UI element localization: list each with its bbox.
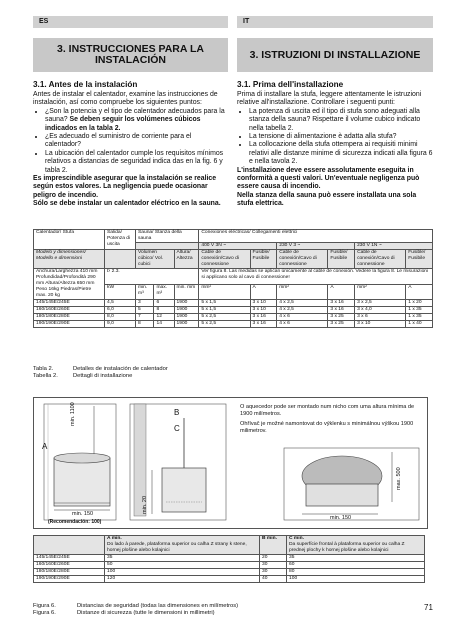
dist-row	[34, 576, 425, 583]
spec-col-model	[34, 230, 105, 250]
spec-400v	[199, 243, 277, 250]
caption-num: Tabella 2.	[33, 373, 58, 379]
spec-value-cell: 6	[154, 300, 174, 307]
spec-col-output	[105, 230, 136, 250]
spec-cable-400-label: Cable de conexión/Cavo di connessione	[201, 250, 239, 267]
distance-table	[33, 535, 425, 583]
spec-unit: min. m³	[136, 284, 154, 300]
spec-value-cell: 3 x 10	[355, 321, 406, 328]
dist-model-cell: 190/190E/290E	[34, 576, 105, 583]
es-language-tag	[33, 16, 228, 28]
spec-unit: kW	[105, 284, 136, 300]
diagram-label-a: A	[42, 442, 48, 451]
spec-value-cell: 12	[154, 314, 174, 321]
spec-model-cell: 190/190E/290E	[34, 321, 105, 328]
it-warning: L'installazione deve essere assolutamente eseguita in conformità a questi valori. Un'eventuale negligenza può essere causa di incendio.	[237, 166, 420, 191]
spec-model-cell: 180/180E/280E	[34, 314, 105, 321]
dist-model-cell: 145/145E/245E	[34, 555, 105, 562]
caption-text: Detalles de instalación de calentador	[73, 366, 168, 372]
es-title-line-1: 3. INSTRUCCIONES PARA LA	[56, 43, 204, 55]
es-warning-2: Sólo se debe instalar un calentador eléctrico en la sauna.	[33, 200, 221, 208]
spec-value-cell: 5 x 2,5	[199, 314, 250, 321]
dist-value-cell: 120	[105, 576, 260, 583]
spec-value-cell: 3 x 16	[250, 314, 277, 321]
spec-col-connections	[199, 230, 433, 243]
es-subheading: 3.1. Antes de la instalación	[33, 80, 138, 89]
spec-cable-230a-label: Cable de conexión/Cavo di connessione	[279, 250, 317, 267]
figure-6-caption-it	[33, 610, 215, 617]
spec-value-cell: 3 x 16	[328, 307, 355, 314]
spec-vol-label: Volumen cúbico/ Vol. cubici	[138, 250, 164, 267]
spec-col-connections-label: Conexiones eléctricas/ Collegamenti elettrici	[201, 230, 298, 235]
spec-note-cell	[199, 269, 433, 285]
spec-unit: A	[406, 284, 433, 300]
spec-fuse-230b	[406, 250, 433, 269]
spec-col-sauna-label: Sauna/ Stanza della sauna	[138, 230, 182, 241]
spec-unit: mm²	[199, 284, 250, 300]
spec-value-cell: 5 x 1,5	[199, 300, 250, 307]
spec-value-cell: 5	[136, 307, 154, 314]
spec-model-cell: 160/160E/260E	[34, 307, 105, 314]
spec-row	[34, 321, 433, 328]
spec-cable-230b-label: Cable de conexión/Cavo di connessione	[357, 250, 395, 267]
caption-num: Figura 6.	[33, 603, 56, 609]
spec-subheader-row	[34, 250, 433, 269]
dist-value-cell: 35	[105, 555, 260, 562]
spec-fuse-230a	[328, 250, 355, 269]
spec-note-text: Ver figura 8. Las medidas se aplican únicamente al cable de conexión. Vedere la figura 8. Le misurazioni si applicano solo al cavo di connessione!	[201, 269, 429, 280]
spec-value-cell: 3 x 25	[328, 321, 355, 328]
table-2-caption-it	[33, 373, 132, 380]
it-check-3: • La collocazione della stufa ottempera ai requisiti minimi relativi alle distanze minime di sicurezza indicati alla figura 6 e nella tavola 2.	[249, 141, 433, 166]
spec-value-cell: 3	[136, 300, 154, 307]
it-warning-2: Nella stanza della sauna può essere installata una sola stufa elettrica.	[237, 191, 417, 208]
spec-value-cell: 1900	[174, 300, 199, 307]
dist-model-cell: 180/180E/280E	[34, 569, 105, 576]
dist-value-cell: 30	[260, 562, 287, 569]
it-check-2: • La tensione di alimentazione è adatta alla stufa?	[249, 133, 433, 141]
caption-text: Distanze di sicurezza (tutte le dimensioni in millimetri)	[77, 610, 215, 616]
heater-right-body	[306, 484, 378, 506]
spec-value-cell: 3 x 25	[328, 314, 355, 321]
dist-model-cell: 160/160E/260E	[34, 562, 105, 569]
dist-a-head	[105, 536, 260, 555]
spec-value-cell: 3 x 4,0	[355, 307, 406, 314]
dist-value-cell: 100	[105, 569, 260, 576]
spec-value-cell: 1 x 35	[406, 314, 433, 321]
dist-b-head	[260, 536, 287, 555]
spec-unit: A	[250, 284, 277, 300]
es-intro: Antes de instalar el calentador, examine las instrucciones de instalación, así como compruebe los siguientes puntos:	[33, 91, 218, 107]
spec-value-cell: 1900	[174, 321, 199, 328]
spec-value-cell: 3 x 10	[250, 300, 277, 307]
spec-value-cell: 1 x 35	[406, 307, 433, 314]
it-column	[237, 80, 433, 209]
dist-row	[34, 562, 425, 569]
spec-unit: max. m³	[154, 284, 174, 300]
spec-unit: min. mm	[174, 284, 199, 300]
caption-num: Figura 6.	[33, 610, 56, 616]
spec-value-cell: 8,0	[105, 314, 136, 321]
spec-dims-row	[34, 269, 433, 285]
diagram-min150b: min. 150	[330, 515, 352, 521]
dist-value-cell: 20	[260, 555, 287, 562]
heater-middle-body	[162, 468, 206, 512]
safety-distance-diagram	[33, 397, 428, 529]
spec-ref-text: Þ 2.3.	[107, 269, 120, 274]
it-section-title	[237, 38, 433, 72]
spec-value-cell: 4,5	[105, 300, 136, 307]
spec-value-cell: 3 x 10	[250, 307, 277, 314]
dist-value-cell: 100	[287, 576, 425, 583]
es-check-1-text: ¿Son la potencia y el tipo de calentador adecuados para la sauna?	[45, 107, 225, 124]
diagram-label-b: B	[174, 408, 180, 417]
diagram-note-2: Ohřívač je možné namontovat do výklenku s minimálnou výškou 1900 milimetrov.	[240, 421, 414, 434]
spec-value-cell: 3 x 2,5	[355, 300, 406, 307]
spec-col-sauna	[136, 230, 199, 243]
spec-fuse-400	[250, 250, 277, 269]
dist-value-cell: 50	[105, 562, 260, 569]
spec-models-cell	[34, 250, 105, 269]
spec-value-cell: 14	[154, 321, 174, 328]
spec-400v-label: 400 V 3N ~	[201, 243, 226, 248]
diagram-recommendation: (Recomendación: 100)	[48, 519, 102, 525]
diagram-min150: min. 150	[72, 511, 94, 517]
spec-value-cell: 3 x 16	[328, 300, 355, 307]
installation-spec-table	[33, 229, 433, 328]
spec-row	[34, 314, 433, 321]
spec-model-cell: 145/145E/245E	[34, 300, 105, 307]
it-check-1: • La potenza di uscita ed il tipo di stufa sono adeguati alla stanza della sauna? Rispettare il volume cubico indicato nella tabella 2.	[249, 108, 433, 133]
spec-230v-1	[355, 243, 433, 250]
spec-fuse-230b-label: Fusible/ Fusibile	[408, 250, 426, 261]
spec-value-cell: 4 x 6	[277, 314, 328, 321]
spec-value-cell: 4 x 6	[277, 321, 328, 328]
spec-value-cell: 5 x 1,5	[199, 307, 250, 314]
dist-value-cell: 35	[287, 555, 425, 562]
it-subheading: 3.1. Prima dell'installazione	[237, 80, 344, 89]
diagram-min20: min. 20	[142, 495, 148, 514]
dist-value-cell: 60	[287, 562, 425, 569]
diagram-min1100: min. 1100	[70, 402, 76, 426]
spec-dims-cell	[34, 269, 105, 300]
spec-blank	[136, 243, 199, 250]
spec-unit: mm²	[277, 284, 328, 300]
dist-b-title: B min.	[262, 536, 277, 541]
es-check-3: • La ubicación del calentador cumple los requisitos mínimos relativos a distancias de seguridad indica das en la fig. 6 y tabla 2.	[45, 150, 228, 175]
spec-230v-1-label: 230 V 1N ~	[357, 243, 382, 248]
dist-c-title: C min.	[289, 536, 304, 541]
it-title: 3. ISTRUZIONI DI INSTALLAZIONE	[249, 48, 421, 61]
it-language-tag	[237, 16, 433, 28]
es-check-2: • ¿Es adecuado el suministro de corriente para el calentador?	[45, 133, 228, 150]
spec-value-cell: 1 x 40	[406, 321, 433, 328]
spec-row	[34, 300, 433, 307]
dist-body	[34, 555, 425, 583]
heater-left-top	[54, 453, 110, 463]
diagram-note-1: O aquecedor pode ser montado num nicho com uma altura mínima de 1900 milímetros.	[240, 404, 415, 417]
spec-value-cell: 5 x 2,5	[199, 321, 250, 328]
spec-value-cell: 3 x 6	[355, 314, 406, 321]
spec-value-cell: 8	[136, 321, 154, 328]
figure-6-caption-es	[33, 603, 238, 610]
spec-height-cell	[174, 250, 199, 269]
dist-value-cell: 80	[287, 569, 425, 576]
dist-a-title: A min.	[107, 536, 122, 541]
spec-height-label: Altura/ Altezza	[176, 250, 193, 261]
spec-unit: mm²	[355, 284, 406, 300]
es-title-line-2: INSTALACIÓN	[95, 54, 166, 66]
spec-cable-230b	[355, 250, 406, 269]
es-checklist	[33, 108, 228, 175]
es-check-1	[45, 108, 228, 133]
spec-cable-230a	[277, 250, 328, 269]
spec-fuse-400-label: Fusible/ Fusibile	[252, 250, 270, 261]
diagram-note	[240, 404, 420, 435]
spec-value-cell: 4 x 2,5	[277, 307, 328, 314]
dist-value-cell: 40	[260, 576, 287, 583]
spec-body	[34, 300, 433, 328]
caption-text: Distancias de seguridad (todas las dimensiones en milímetros)	[77, 603, 239, 609]
spec-230v-3	[277, 243, 355, 250]
diagram-label-c: C	[174, 424, 180, 433]
spec-value-cell: 6,0	[105, 307, 136, 314]
it-intro: Prima di installare la stufa, leggere attentamente le istruzioni relative all'installazione. Controllare i seguenti punti:	[237, 91, 422, 107]
heater-left-body	[54, 458, 110, 506]
spec-dims-text: Anchura/Larghezza 410 mm Profundidad/Profondità 290 mm Altura/Altezza 650 mm Peso 16kg Piedras/Pietre max. 20 kg	[36, 269, 98, 298]
it-checklist	[237, 108, 433, 167]
dist-header-row	[34, 536, 425, 555]
spec-col-output-label: Salida/ Potenza di uscita	[107, 230, 131, 247]
spec-value-cell: 3 x 16	[250, 321, 277, 328]
es-warning: Es imprescindible asegurar que la instalación se realice según estos valores. La negligencia puede ocasionar peligro de incendio.	[33, 175, 217, 199]
dist-row	[34, 555, 425, 562]
caption-num: Tabla 2.	[33, 366, 54, 372]
spec-header-row	[34, 230, 433, 243]
spec-value-cell: 1900	[174, 314, 199, 321]
spec-value-cell: 1900	[174, 307, 199, 314]
page-number: 71	[424, 603, 433, 612]
dist-value-cell: 30	[260, 569, 287, 576]
spec-value-cell: 1 x 20	[406, 300, 433, 307]
spec-fuse-230a-label: Fusible/ Fusibile	[330, 250, 348, 261]
spec-cable-400	[199, 250, 250, 269]
dist-c-head	[287, 536, 425, 555]
spec-230v-3-label: 230 V 3 ~	[279, 243, 301, 248]
it-tag-text: IT	[243, 18, 250, 25]
dist-row	[34, 569, 425, 576]
spec-unit: A	[328, 284, 355, 300]
spec-row	[34, 307, 433, 314]
es-column	[33, 80, 228, 209]
es-tag-text: ES	[39, 18, 49, 25]
es-check-1-bold: Se deben seguir los volúmenes cúbicos indicados en la tabla 2.	[45, 116, 201, 132]
table-2-caption-es	[33, 366, 168, 373]
es-section-title	[33, 38, 228, 72]
caption-text: Dettagli di installazione	[73, 373, 133, 379]
dist-a-desc: Do lado à parede, plataforma superior ou calha Z strany k stene, hornej plošine alebo kolajnici	[107, 542, 247, 553]
diagram-max500: max. 500	[396, 467, 402, 490]
spec-value-cell: 4 x 2,5	[277, 300, 328, 307]
spec-value-cell: 9,0	[105, 321, 136, 328]
spec-value-cell: 7	[136, 314, 154, 321]
spec-models-label: Modelo y dimensiones/ Modello e dimensioni	[36, 250, 87, 261]
spec-output-sub	[105, 250, 136, 269]
dist-c-desc: Da superfície frontal à plataforma superior ou calha Z prednej plochy k hornej plošine alebo kolajnici	[289, 542, 405, 553]
spec-ref-cell	[105, 269, 199, 285]
spec-vol-cell	[136, 250, 175, 269]
spec-col-model-label: Calentador/ Stufa	[36, 230, 75, 235]
spec-value-cell: 8	[154, 307, 174, 314]
dist-model-head	[34, 536, 105, 555]
